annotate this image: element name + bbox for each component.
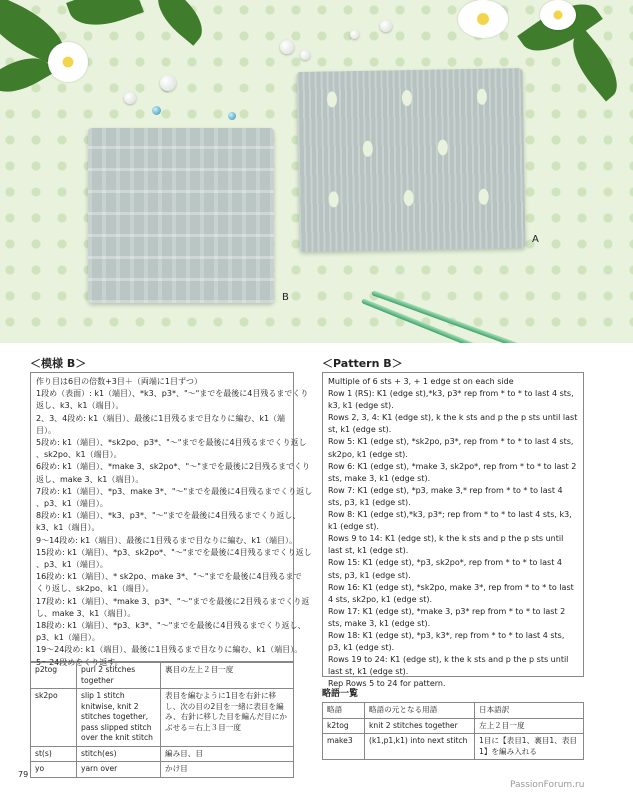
instruction-line: 目）。 — [36, 425, 56, 435]
instruction-line: 17段め: k1（端目）、*make 3、p3*、"〜"までを最後に2目残るまでくり返 — [36, 596, 310, 606]
cell-ja: 編み目、目 — [161, 746, 294, 762]
instruction-line: Row 7: K1 (edge st), *p3, make 3,* rep from * to * to last 4 sts, p3, k1 (edge st). — [328, 485, 563, 507]
cell-ja: 左上２目一度 — [475, 718, 584, 734]
cell-abbr: yo — [31, 762, 77, 778]
instruction-line: 9〜14段め: k1（端目）、最後に1目残るまで目なりに編む、k1（端目）。 — [36, 535, 298, 545]
instruction-line: Row 17: K1 (edge st), *make 3, p3* rep from * to * to last 2 sts, make 3, k1 (edge st). — [328, 606, 566, 628]
table-row — [31, 762, 294, 778]
instruction-line: Row 18: K1 (edge st), *p3, k3*, rep from * to * to last 4 sts, p3, k1 (edge st). — [328, 630, 565, 653]
glossary-header-abbr: 略語 — [323, 703, 365, 719]
pattern-b-ja-box — [30, 372, 313, 667]
instruction-line: p3、k1（端目）。 — [36, 633, 100, 643]
instruction-line: Row 5: K1 (edge st), *sk2po, p3*, rep from * to * to last 4 sts, sk2po, k1 (edge st). — [328, 437, 574, 459]
glossary-table — [322, 702, 584, 760]
table-row — [31, 689, 294, 747]
cell-abbr: p2tog — [31, 663, 77, 689]
pearl-decoration — [300, 50, 310, 60]
instruction-line: 、p3、k1（端目）。 — [36, 499, 108, 509]
instruction-line: 1段め（表面）: k1（端目）、*k3、p3*、"〜"までを最後に4目残るまでくり — [36, 389, 309, 399]
instruction-line: Row 15: K1 (edge st), *p3, sk2po*, rep from * to * to last 4 sts, p3, k1 (edge st). — [328, 558, 562, 580]
flower-decoration — [540, 0, 576, 30]
table-row — [323, 718, 584, 734]
instruction-line: 8段め: k1（端目）、*k3、p3*、"〜"までを最後に4目残るまでくり返し、 — [36, 511, 301, 521]
cell-abbr: st(s) — [31, 746, 77, 762]
instruction-line: 2、3、4段め: k1（端目）、最後に1目残るまで目なりに編む、k1（端 — [36, 413, 286, 423]
pattern-b-ja-title: ＜模様 B＞ — [30, 357, 87, 370]
instruction-line: 作り目は6目の倍数+3目＋（両端に1目ずつ） — [36, 377, 202, 386]
bead-decoration — [228, 112, 236, 120]
cell-abbr: make3 — [323, 734, 365, 760]
cell-abbr: sk2po — [31, 689, 77, 747]
pearl-decoration — [350, 30, 359, 39]
cell-en: knit 2 stitches together — [365, 718, 475, 734]
instruction-line: 7段め: k1（端目）、*p3、make 3*、"〜"までを最後に4目残るまでくり返し — [36, 486, 313, 496]
page-number: 79 — [18, 770, 29, 779]
instruction-line: Rows 19 to 24: K1 (edge st), k the k sts and p the p sts until last st, k1 (edge st). — [328, 655, 569, 677]
leaf-decoration — [147, 0, 212, 46]
instruction-line: Rep Rows 5 to 24 for pattern. — [328, 679, 446, 689]
abbreviation-table-left — [30, 662, 294, 778]
instruction-line: し、make 3、k1（端目）。 — [36, 608, 136, 618]
cell-abbr: k2tog — [323, 718, 365, 734]
table-row — [323, 734, 584, 760]
cell-en: slip 1 stitch knitwise, knit 2 stitches together, pass slipped stitch over the knit stitch — [77, 689, 161, 747]
pattern-b-en-box — [322, 372, 584, 689]
cell-en: stitch(es) — [77, 746, 161, 762]
instruction-line: Row 6: K1 (edge st), *make 3, sk2po*, rep from * to * to last 2 sts, make 3, k1 (edge st). — [328, 461, 577, 483]
flower-decoration — [48, 42, 88, 82]
instruction-line: 18段め: k1（端目）、*p3、k3*、"〜"までを最後に4目残るまでくり返し、 — [36, 621, 306, 631]
instruction-line: 19〜24段め: k1（端目）、最後に1目残るまで目なりに編む、k1（端目）。 — [36, 645, 303, 655]
instruction-line: k3、k1（端目）。 — [36, 523, 100, 533]
cell-ja: かけ目 — [161, 762, 294, 778]
label-b: B — [282, 292, 289, 303]
pearl-decoration — [124, 92, 136, 104]
label-a: A — [532, 234, 539, 245]
instruction-line: Multiple of 6 sts + 3, + 1 edge st on each side — [328, 377, 514, 386]
bead-decoration — [152, 106, 161, 115]
instruction-line: Rows 9 to 14: K1 (edge st), k the k sts and p the p sts until last st, k1 (edge st). — [328, 534, 564, 556]
instruction-line: Row 16: K1 (edge st), *sk2po, make 3*, rep from * to * to last 4 sts, sk2po, k1 (edge st). — [328, 582, 574, 604]
pattern-b-en-instructions — [328, 376, 578, 690]
swatch-photo — [0, 0, 633, 343]
instruction-line: 5〜24段めをくり返す。 — [36, 657, 123, 667]
cell-en: purl 2 stitches together — [77, 663, 161, 689]
pearl-decoration — [380, 20, 392, 32]
swatch-b — [88, 128, 274, 303]
site-watermark: PassionForum.ru — [510, 780, 585, 790]
swatch-a — [296, 68, 525, 252]
glossary-header-ja: 日本語訳 — [475, 703, 584, 719]
cell-en: (k1,p1,k1) into next stitch — [365, 734, 475, 760]
instruction-line: くり返し、sk2po、k1（端目）。 — [36, 584, 154, 594]
table-row — [31, 746, 294, 762]
glossary-title: 略語一覧 — [322, 689, 359, 699]
flower-decoration — [458, 0, 508, 38]
instruction-line: 、sk2po、k1（端目）。 — [36, 450, 122, 460]
pearl-decoration — [160, 75, 176, 91]
instruction-line: Rows 2, 3, 4: K1 (edge st), k the k sts and p the p sts until last st, k1 (edge st). — [328, 413, 578, 435]
cell-en: yarn over — [77, 762, 161, 778]
instruction-line: 5段め: k1（端目）、*sk2po、p3*、"〜"までを最後に4目残るまでくり返し — [36, 438, 307, 448]
instruction-line: Row 1 (RS): K1 (edge st),*k3, p3* rep from * to * to last 4 sts, k3, k1 (edge st). — [328, 389, 574, 411]
instruction-line: 15段め: k1（端目）、*p3、sk2po*、"〜"までを最後に4目残るまでくり返し — [36, 547, 312, 557]
cell-ja: 裏目の左上２目一度 — [161, 663, 294, 689]
table-row — [31, 663, 294, 689]
cell-ja: 1目に【表目1、裏目1、表目1】を編み入れる — [475, 734, 584, 760]
pearl-decoration — [280, 40, 294, 54]
instruction-line: 、p3、k1（端目）。 — [36, 560, 108, 570]
pattern-b-ja-instructions — [36, 376, 313, 669]
instruction-line: Row 8: K1 (edge st),*k3, p3*; rep from * to * to last 4 sts, k3, k1 (edge st). — [328, 510, 572, 532]
instruction-line: 返し、k3、k1（端目）。 — [36, 401, 124, 411]
instruction-line: 16段め: k1（端目）、* sk2po、make 3*、"〜"までを最後に4目残るまで — [36, 572, 302, 582]
glossary-header-term: 略語の元となる用語 — [365, 703, 475, 719]
cell-ja: 表目を編むように1目を右針に移し、次の目の2目を一緒に表目を編み、右針に移した目を編んだ目にかぶせる＝右上３目一度 — [161, 689, 294, 747]
leaf-decoration — [66, 0, 144, 36]
instruction-line: 返し、make 3、k1（端目）。 — [36, 474, 144, 484]
instruction-line: 6段め: k1（端目）、*make 3、sk2po*、"〜"までを最後に2目残るまでくり — [36, 462, 310, 472]
pattern-b-en-title: ＜Pattern B＞ — [322, 357, 403, 370]
